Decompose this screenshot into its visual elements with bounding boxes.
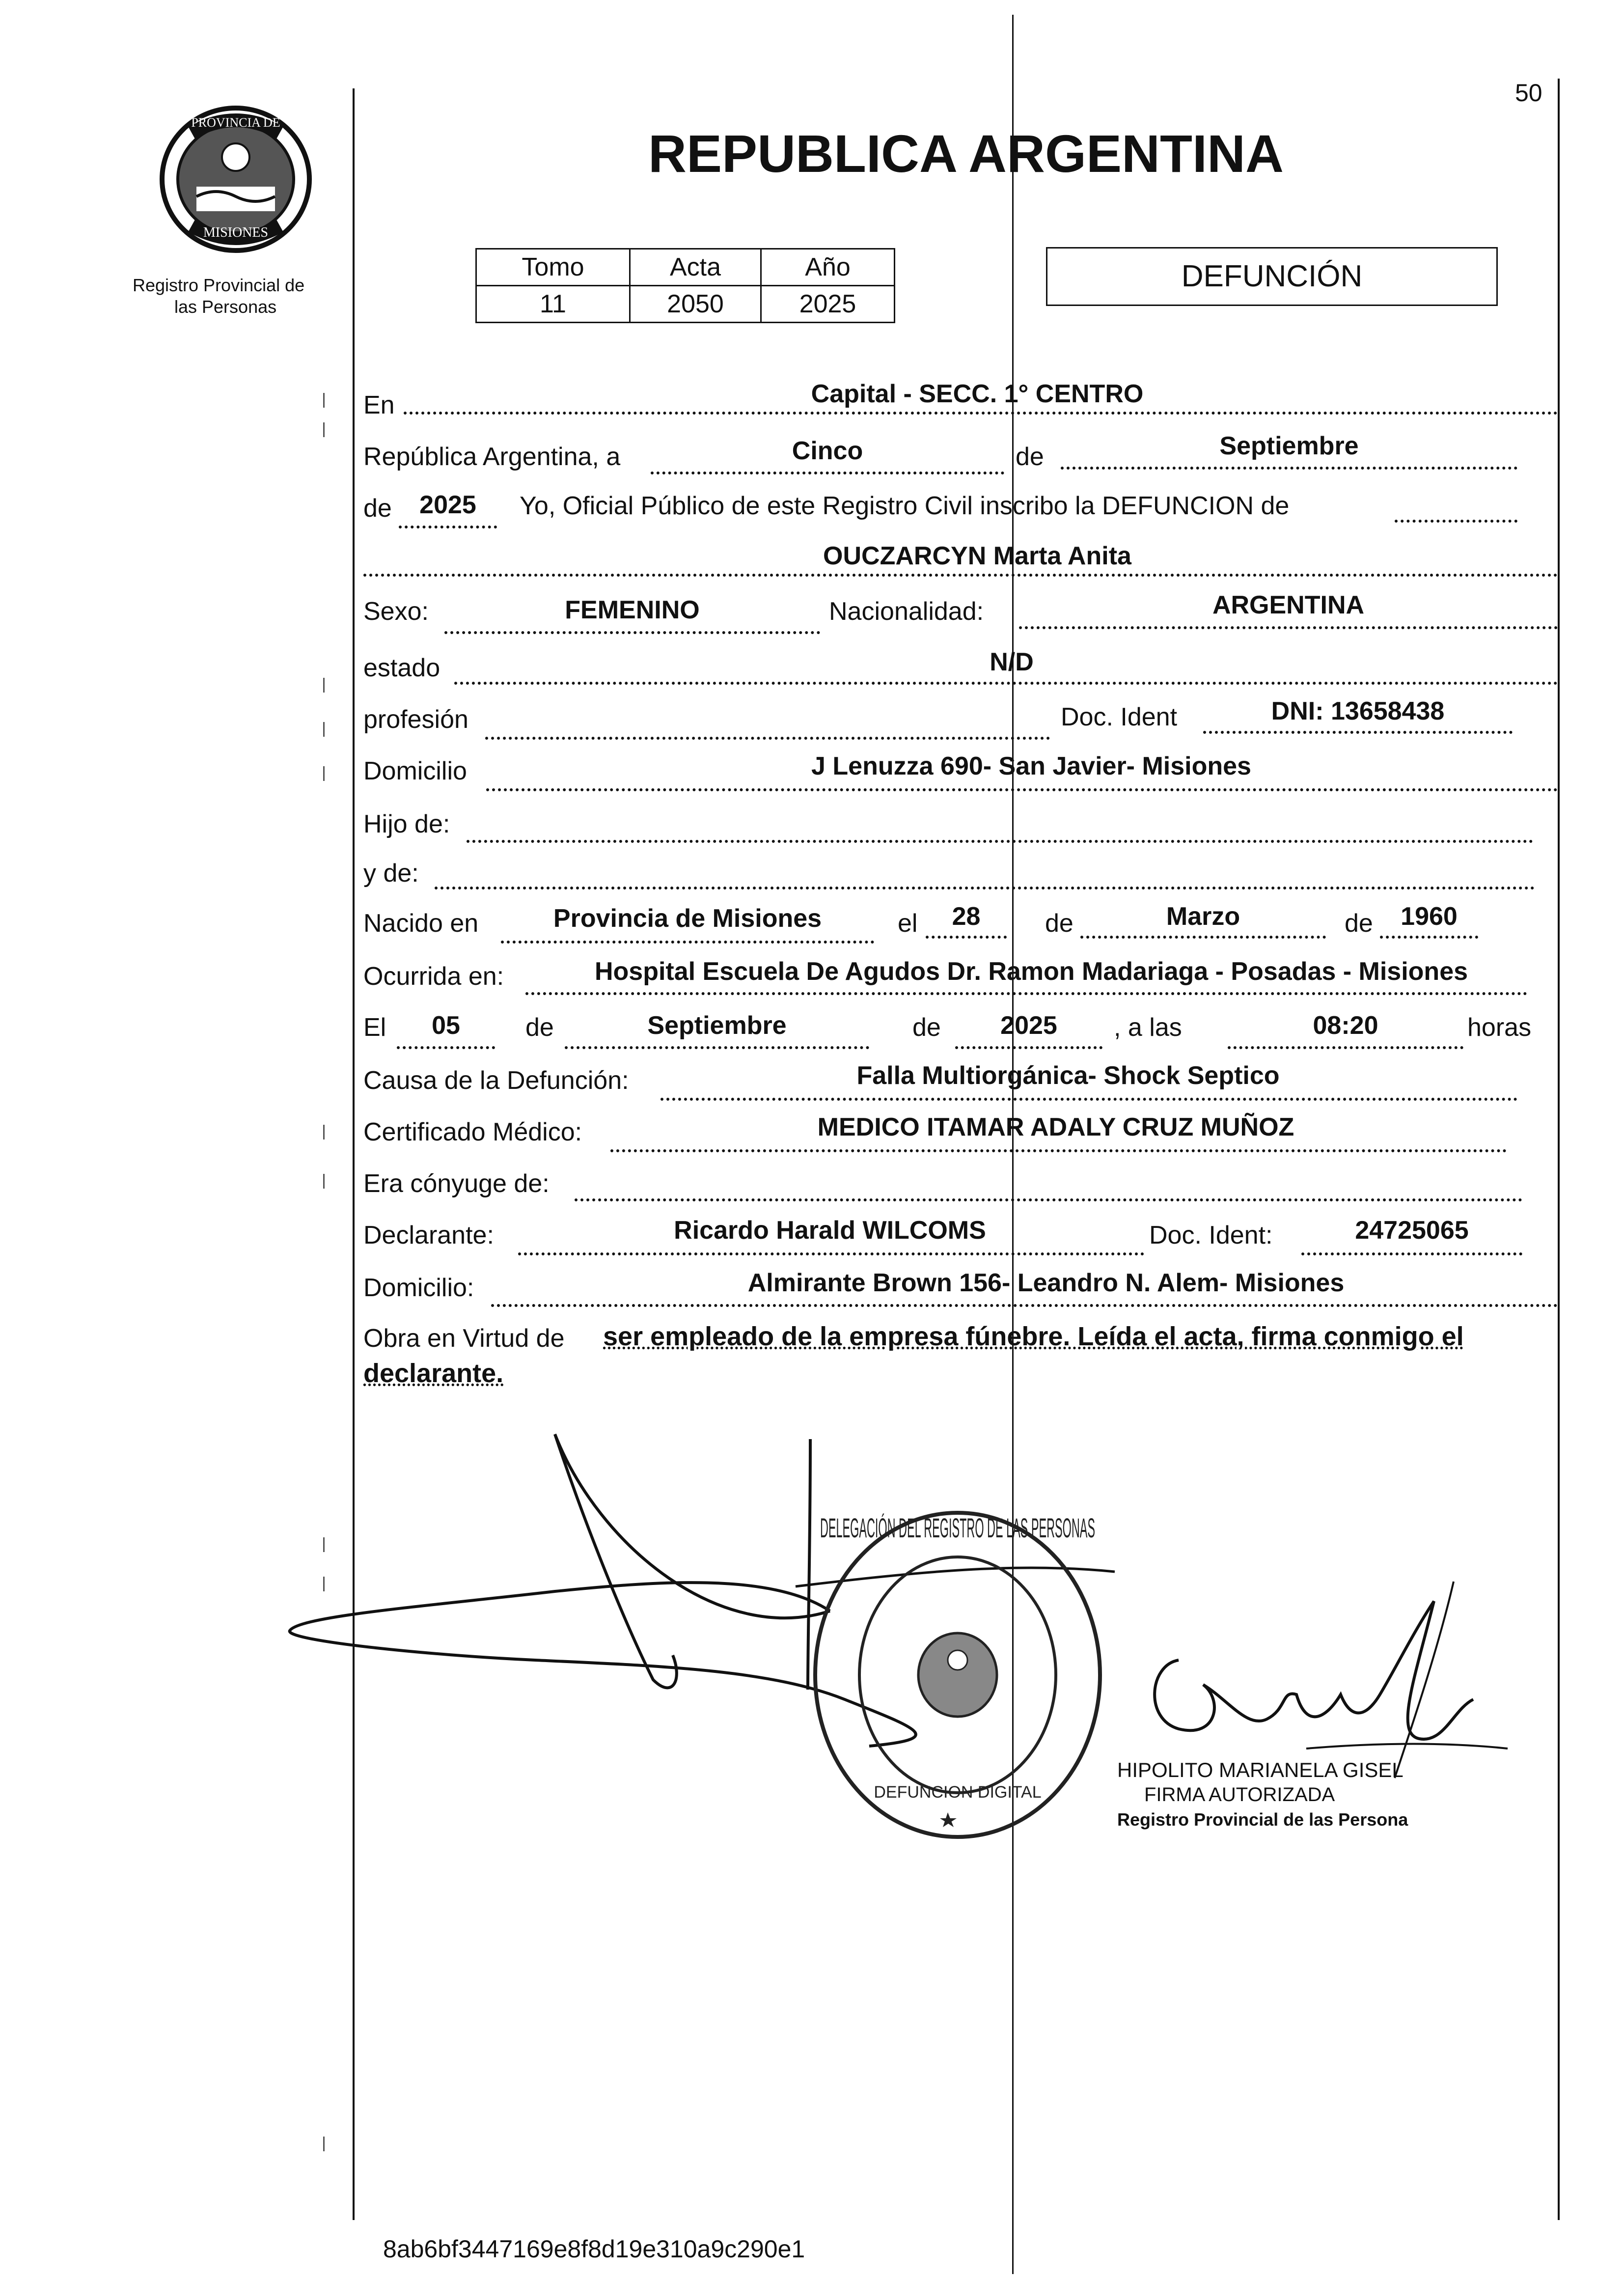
- hijo-de-label: Hijo de:: [363, 810, 450, 838]
- margin-mark: [323, 393, 325, 408]
- sexo-value: FEMENINO: [565, 596, 700, 624]
- domicilio-declarante-line: [491, 1304, 1558, 1307]
- de-label-2: de: [363, 494, 392, 523]
- sexo-label: Sexo:: [363, 597, 429, 626]
- domicilio-line: [486, 788, 1558, 791]
- nombre-fallecido-value: OUCZARCYN Marta Anita: [823, 542, 1131, 570]
- de-label-4: de: [1345, 909, 1373, 938]
- ocurrida-en-label: Ocurrida en:: [363, 962, 504, 991]
- estado-label: estado: [363, 654, 440, 682]
- tomo-value: 11: [475, 285, 631, 323]
- svg-text:PROVINCIA DE: PROVINCIA DE: [191, 115, 280, 130]
- doc-declarante-line: [1301, 1252, 1522, 1255]
- nacido-en-label: Nacido en: [363, 909, 479, 938]
- dia-line: [651, 472, 1004, 474]
- mes-nacimiento-value: Marzo: [1166, 902, 1240, 931]
- domicilio-value: J Lenuzza 690- San Javier- Misiones: [811, 752, 1251, 780]
- anio-value: 2025: [760, 285, 895, 323]
- margin-mark: [323, 422, 325, 437]
- republica-label: República Argentina, a: [363, 443, 621, 471]
- anio-header: Año: [760, 248, 895, 286]
- estado-line: [454, 682, 1558, 685]
- en-line: [404, 412, 1558, 415]
- ocurrida-en-line: [525, 992, 1527, 995]
- nacionalidad-value: ARGENTINA: [1212, 591, 1365, 619]
- profesion-line: [485, 737, 1050, 740]
- anio-def-line: [955, 1046, 1102, 1049]
- nacido-en-line: [501, 941, 874, 944]
- y-de-label: y de:: [363, 859, 419, 888]
- official-signature: [1120, 1572, 1513, 1778]
- official-office: Registro Provincial de las Persona: [1117, 1809, 1408, 1830]
- dia-defuncion-value: 05: [432, 1011, 460, 1040]
- certificado-label: Certificado Médico:: [363, 1118, 582, 1146]
- registry-stamp: [805, 1503, 1110, 1847]
- province-crest-logo: [157, 103, 314, 255]
- obra-text-line-2: declarante.: [363, 1359, 504, 1388]
- de-label-6: de: [912, 1013, 941, 1042]
- obra-text-line-1: ser empleado de la empresa fúnebre. Leída el acta, firma conmigo el: [603, 1322, 1464, 1351]
- page-number: 50: [1515, 79, 1542, 107]
- certificado-line: [610, 1149, 1507, 1152]
- acta-value: 2050: [629, 285, 762, 323]
- obra-en-virtud-label: Obra en Virtud de: [363, 1324, 565, 1353]
- de-label: de: [1016, 443, 1044, 471]
- margin-mark: [323, 2137, 325, 2151]
- domicilio-label-2: Domicilio:: [363, 1274, 474, 1302]
- declarante-label: Declarante:: [363, 1221, 494, 1250]
- anio-line: [399, 526, 497, 528]
- doc-ident-label-2: Doc. Ident:: [1149, 1221, 1273, 1250]
- el-label: el: [898, 909, 918, 938]
- dia-nac-line: [926, 936, 1007, 939]
- mes-defuncion-value: Septiembre: [647, 1011, 787, 1040]
- tomo-header: Tomo: [475, 248, 631, 286]
- dia-def-line: [397, 1046, 495, 1049]
- anio-defuncion-value: 2025: [1000, 1011, 1057, 1040]
- mes-def-line: [565, 1046, 869, 1049]
- official-name: HIPOLITO MARIANELA GISEL: [1117, 1758, 1404, 1781]
- en-label: En: [363, 391, 395, 419]
- svg-text:MISIONES: MISIONES: [203, 225, 269, 240]
- certificado-value: MEDICO ITAMAR ADALY CRUZ MUÑOZ: [817, 1113, 1294, 1141]
- footer-hash: 8ab6bf3447169e8f8d19e310a9c290e1: [383, 2235, 805, 2263]
- margin-mark: [323, 1125, 325, 1139]
- mes-nac-line: [1080, 936, 1326, 939]
- page-title: REPUBLICA ARGENTINA: [648, 124, 1284, 183]
- declarante-line: [518, 1252, 1144, 1255]
- anio-nac-line: [1380, 936, 1478, 939]
- scan-center-line: [1012, 15, 1014, 2274]
- lugar-defuncion-value: Hospital Escuela De Agudos Dr. Ramon Madariaga - Posadas - Misiones: [594, 957, 1468, 986]
- anio-nacimiento-value: 1960: [1401, 902, 1458, 931]
- doc-line: [1203, 731, 1513, 734]
- nacionalidad-label: Nacionalidad:: [829, 597, 984, 626]
- doc-declarante-value: 24725065: [1355, 1216, 1469, 1245]
- conyuge-label: Era cónyuge de:: [363, 1169, 550, 1198]
- lugar-value: Capital - SECC. 1° CENTRO: [811, 380, 1144, 408]
- documento-value: DNI: 13658438: [1271, 697, 1445, 725]
- el-cap-label: El: [363, 1013, 386, 1042]
- dia-nacimiento-value: 28: [952, 902, 981, 931]
- yo-label: Yo, Oficial Público de este Registro Civil inscribo la DEFUNCION de: [520, 492, 1290, 520]
- domicilio-label: Domicilio: [363, 757, 467, 785]
- margin-mark: [323, 722, 325, 737]
- lugar-nacimiento-value: Provincia de Misiones: [553, 904, 822, 933]
- estado-value: N/D: [990, 648, 1034, 676]
- de-label-5: de: [525, 1013, 554, 1042]
- causa-value: Falla Multiorgánica- Shock Septico: [856, 1061, 1280, 1090]
- margin-mark: [323, 1174, 325, 1189]
- yo-line: [1395, 520, 1517, 523]
- margin-mark: [323, 766, 325, 781]
- doc-ident-label: Doc. Ident: [1061, 703, 1178, 731]
- anio-inscripcion-value: 2025: [419, 491, 476, 519]
- right-margin-line: [1558, 79, 1560, 2220]
- horas-label: horas: [1467, 1013, 1532, 1042]
- margin-mark: [323, 678, 325, 693]
- left-margin-line: [353, 88, 355, 2220]
- dia-inscripcion-value: Cinco: [792, 437, 863, 465]
- official-role: FIRMA AUTORIZADA: [1144, 1784, 1335, 1806]
- conyuge-line: [575, 1198, 1522, 1201]
- mes-inscripcion-value: Septiembre: [1219, 432, 1359, 460]
- acta-header: Acta: [629, 248, 762, 286]
- svg-text:DEFUNCION DIGITAL: DEFUNCION DIGITAL: [874, 1783, 1042, 1802]
- mes-line: [1061, 467, 1517, 470]
- y-de-line: [435, 887, 1535, 889]
- hora-defuncion-value: 08:20: [1313, 1011, 1378, 1040]
- svg-text:DELEGACIÓN DEL REGISTRO DE LAS: DELEGACIÓN DEL REGISTRO DE LAS PERSONAS: [820, 1512, 1095, 1543]
- domicilio-declarante-value: Almirante Brown 156- Leandro N. Alem- Misiones: [747, 1269, 1345, 1297]
- declarante-value: Ricardo Harald WILCOMS: [674, 1216, 986, 1245]
- profesion-label: profesión: [363, 705, 468, 734]
- hijo-de-line: [467, 840, 1533, 843]
- de-label-3: de: [1045, 909, 1073, 938]
- hora-line: [1228, 1046, 1463, 1049]
- registry-label-1: Registro Provincial de: [133, 275, 305, 295]
- document-type-box: DEFUNCIÓN: [1046, 247, 1498, 306]
- stamp-crest-icon: [918, 1633, 997, 1717]
- nombre-line: [363, 574, 1558, 577]
- sexo-line: [444, 631, 820, 634]
- causa-line: [661, 1098, 1517, 1101]
- registry-label-2: las Personas: [174, 297, 277, 317]
- nacionalidad-line: [1019, 626, 1558, 629]
- causa-label: Causa de la Defunción:: [363, 1066, 629, 1095]
- a-las-label: , a las: [1114, 1013, 1182, 1042]
